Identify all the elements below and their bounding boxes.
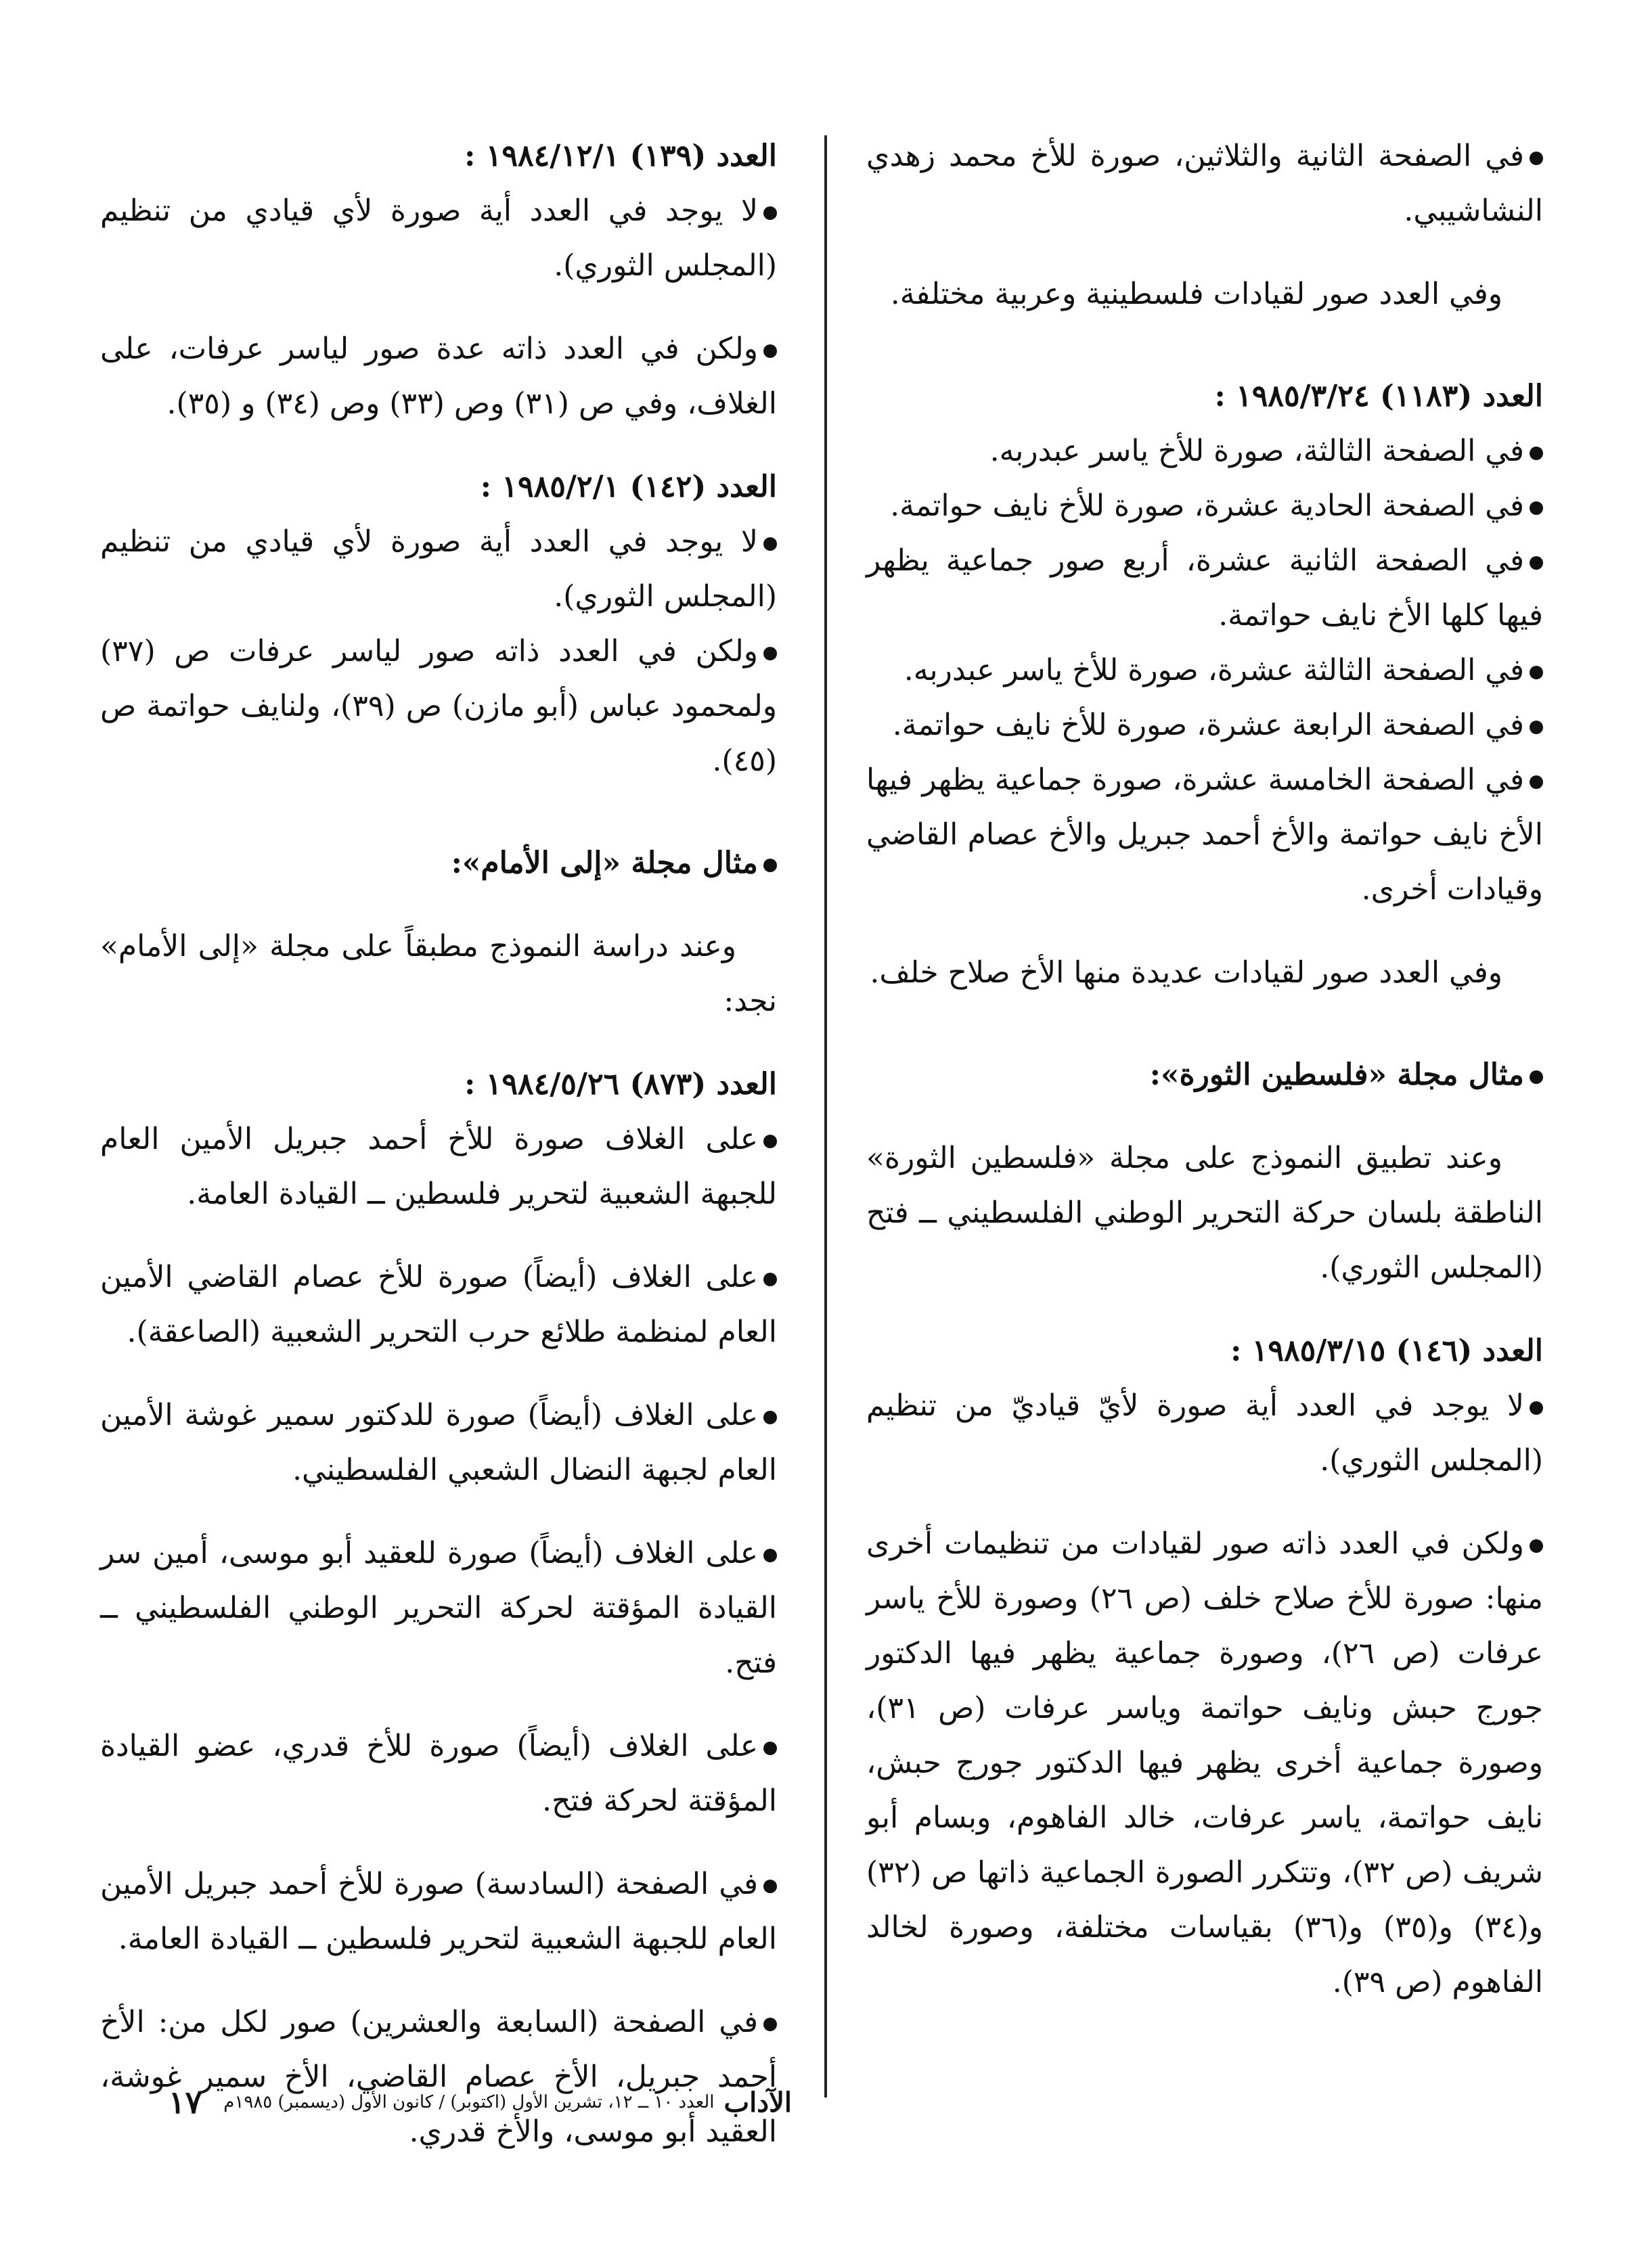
list-item-text: في الصفحة الخامسة عشرة، صورة جماعية يظهر فيها الأخ نايف حواتمة والأخ أحمد جبريل والأخ عصام القاضي وقيادات أخرى. [866,763,1543,907]
list-item-text: في الصفحة (السادسة) صورة للأخ أحمد جبريل الأمين العام للجبهة الشعبية لتحرير فلسطين ــ القيادة العامة. [100,1867,777,1956]
bullet-icon [763,1411,777,1424]
list-item [100,1388,777,1497]
list-item [866,424,1543,478]
right-column [866,129,1543,2010]
bullet-icon [763,344,777,358]
list-item-text: في الصفحة الثالثة، صورة للأخ ياسر عبدربه. [989,434,1524,468]
paragraph [866,129,1543,238]
list-item [866,533,1543,643]
section-heading-text: مثال مجلة «فلسطين الثورة»: [1149,1058,1524,1092]
section-heading-text: مثال مجلة «إلى الأمام»: [451,846,758,880]
bullet-icon [1530,666,1543,679]
journal-name: الآداب [723,2086,792,2118]
list-item-text: لا يوجد في العدد أية صورة لأي قيادي من تنظيم (المجلس الثوري). [100,194,777,283]
section-heading: العدد (١٣٩) ١٩٨٤/١٢/١ : [464,139,777,173]
list-item-text: على الغلاف (أيضاً) صورة للأخ قدري، عضو القيادة المؤقتة لحركة فتح. [100,1729,777,1818]
list-item [866,643,1543,698]
list-item [100,1995,777,2159]
list-item [100,624,777,788]
list-item [100,321,777,431]
list-item-text: لا يوجد في العدد أية صورة لأيّ قياديّ من تنظيم (المجلس الثوري). [866,1388,1543,1478]
list-item [866,478,1543,533]
issue-info: العدد ١٠ ــ ١٢، تشرين الأول (اكتوبر) / كانون الأول (ديسمبر) ١٩٨٥م [223,2092,715,2112]
list-item-text: على الغلاف صورة للأخ أحمد جبريل الأمين العام للجبهة الشعبية لتحرير فلسطين ــ القيادة العامة. [100,1122,777,1211]
list-item [100,1250,777,1359]
bullet-icon [763,1549,777,1562]
bullet-icon [763,1880,777,1893]
list-item-text: لا يوجد في العدد أية صورة لأي قيادي من تنظيم (المجلس الثوري). [100,524,777,614]
list-item [866,1516,1543,2010]
list-item-text: على الغلاف (أيضاً) صورة للأخ عصام القاضي الأمين العام لمنظمة طلائع حرب التحرير الشعبية (الصاعقة). [100,1260,777,1349]
bullet-icon [763,647,777,660]
left-column [100,129,777,2159]
list-item-text: على الغلاف (أيضاً) صورة للدكتور سمير غوشة الأمين العام لجبهة النضال الشعبي الفلسطيني. [100,1398,777,1487]
bullet-icon [763,1742,777,1755]
bullet-icon [1530,775,1543,789]
list-item-text: في الصفحة الثانية عشرة، أربع صور جماعية يظهر فيها كلها الأخ نايف حواتمة. [866,543,1543,633]
section-heading: العدد (١٤٢) ١٩٨٥/٢/١ : [480,470,777,504]
paragraph: وعند تطبيق النموذج على مجلة «فلسطين الثورة» الناطقة بلسان حركة التحرير الوطني الفلسطيني ــ فتح (المجلس الثوري). [866,1141,1543,1285]
section-heading: العدد (٨٧٣) ١٩٨٤/٥/٢٦ : [464,1067,777,1102]
page-number: ١٧ [168,2084,202,2120]
bullet-icon [1530,152,1543,165]
bullet-icon [1530,501,1543,515]
paragraph: وعند دراسة النموذج مطبقاً على مجلة «إلى الأمام» نجد: [100,929,777,1018]
list-item-text: ولكن في العدد ذاته عدة صور لياسر عرفات، على الغلاف، وفي ص (٣١) وص (٣٣) وص (٣٤) و (٣٥). [100,332,777,421]
bullet-icon [1530,721,1543,734]
list-item-text: في الصفحة (السابعة والعشرين) صور لكل من: الأخ أحمد جبريل، الأخ عصام القاضي، الأخ سمير غوشة، العقيد أبو موسى، والأخ قدري. [100,2005,777,2149]
list-item [100,1526,777,1690]
list-item [100,1719,777,1828]
list-item-text: في الصفحة الرابعة عشرة، صورة للأخ نايف حواتمة. [892,708,1524,742]
bullet-icon [1530,447,1543,460]
list-item-text: في الصفحة الحادية عشرة، صورة للأخ نايف حواتمة. [890,489,1524,523]
list-item-text: في الصفحة الثالثة عشرة، صورة للأخ ياسر عبدربه. [904,653,1524,687]
list-item [100,183,777,293]
list-item-text: ولكن في العدد ذاته صور لقيادات من تنظيمات أخرى منها: صورة للأخ صلاح خلف (ص ٢٦) وصورة للأخ ياسر عرفات (ص ٢٦)، وصورة جماعية يظهر فيها الدكتور جورج حبش ونايف حواتمة وياسر عرفات (ص ٣١)، وصورة جماعية أخرى يظهر فيها الدكتور جورج حبش، نايف حواتمة، ياسر عرفات، خالد الفاهوم، وبسام أبو شريف (ص ٣٢)، وتتكرر الصورة الجماعية ذاتها ص (٣٢) و(٣٤) و(٣٥) و(٣٦) بقياسات مختلفة، وصورة لخالد الفاهوم (ص ٣٩). [866,1526,1544,1999]
bullet-icon [1530,1401,1543,1415]
paragraph: وفي العدد صور لقيادات عديدة منها الأخ صلاح خلف. [870,955,1502,990]
section-heading [100,836,777,890]
list-item-text: على الغلاف (أيضاً) صورة للعقيد أبو موسى، أمين سر القيادة المؤقتة لحركة التحرير الوطني الفلسطيني ــ فتح. [100,1536,777,1680]
section-heading: العدد (١٤٦) ١٩٨٥/٣/١٥ : [1230,1334,1543,1368]
bullet-icon [763,537,777,551]
list-item [866,1378,1543,1488]
paragraph: وفي العدد صور لقيادات فلسطينية وعربية مختلفة. [890,277,1502,311]
bullet-icon [763,1135,777,1148]
list-item [866,698,1543,752]
list-item [866,752,1543,917]
list-item [100,514,777,624]
bullet-icon [763,206,777,220]
page-footer [115,2084,792,2120]
section-heading [866,1047,1543,1102]
section-heading: العدد (١١٨٣) ١٩٨٥/٣/٢٤ : [1214,379,1543,413]
bullet-icon [763,1273,777,1286]
column-divider [824,135,827,2097]
bullet-icon [1530,1539,1543,1553]
bullet-icon [763,859,777,872]
bullet-icon [1530,1070,1543,1084]
list-item [100,1112,777,1221]
paragraph-text: في الصفحة الثانية والثلاثين، صورة للأخ محمد زهدي النشاشيبي. [866,139,1543,228]
bullet-icon [763,2018,777,2031]
list-item [100,1857,777,1966]
list-item-text: ولكن في العدد ذاته صور لياسر عرفات ص (٣٧) ولمحمود عباس (أبو مازن) ص (٣٩)، ولنايف حواتمة ص (٤٥). [100,634,777,778]
bullet-icon [1530,556,1543,570]
